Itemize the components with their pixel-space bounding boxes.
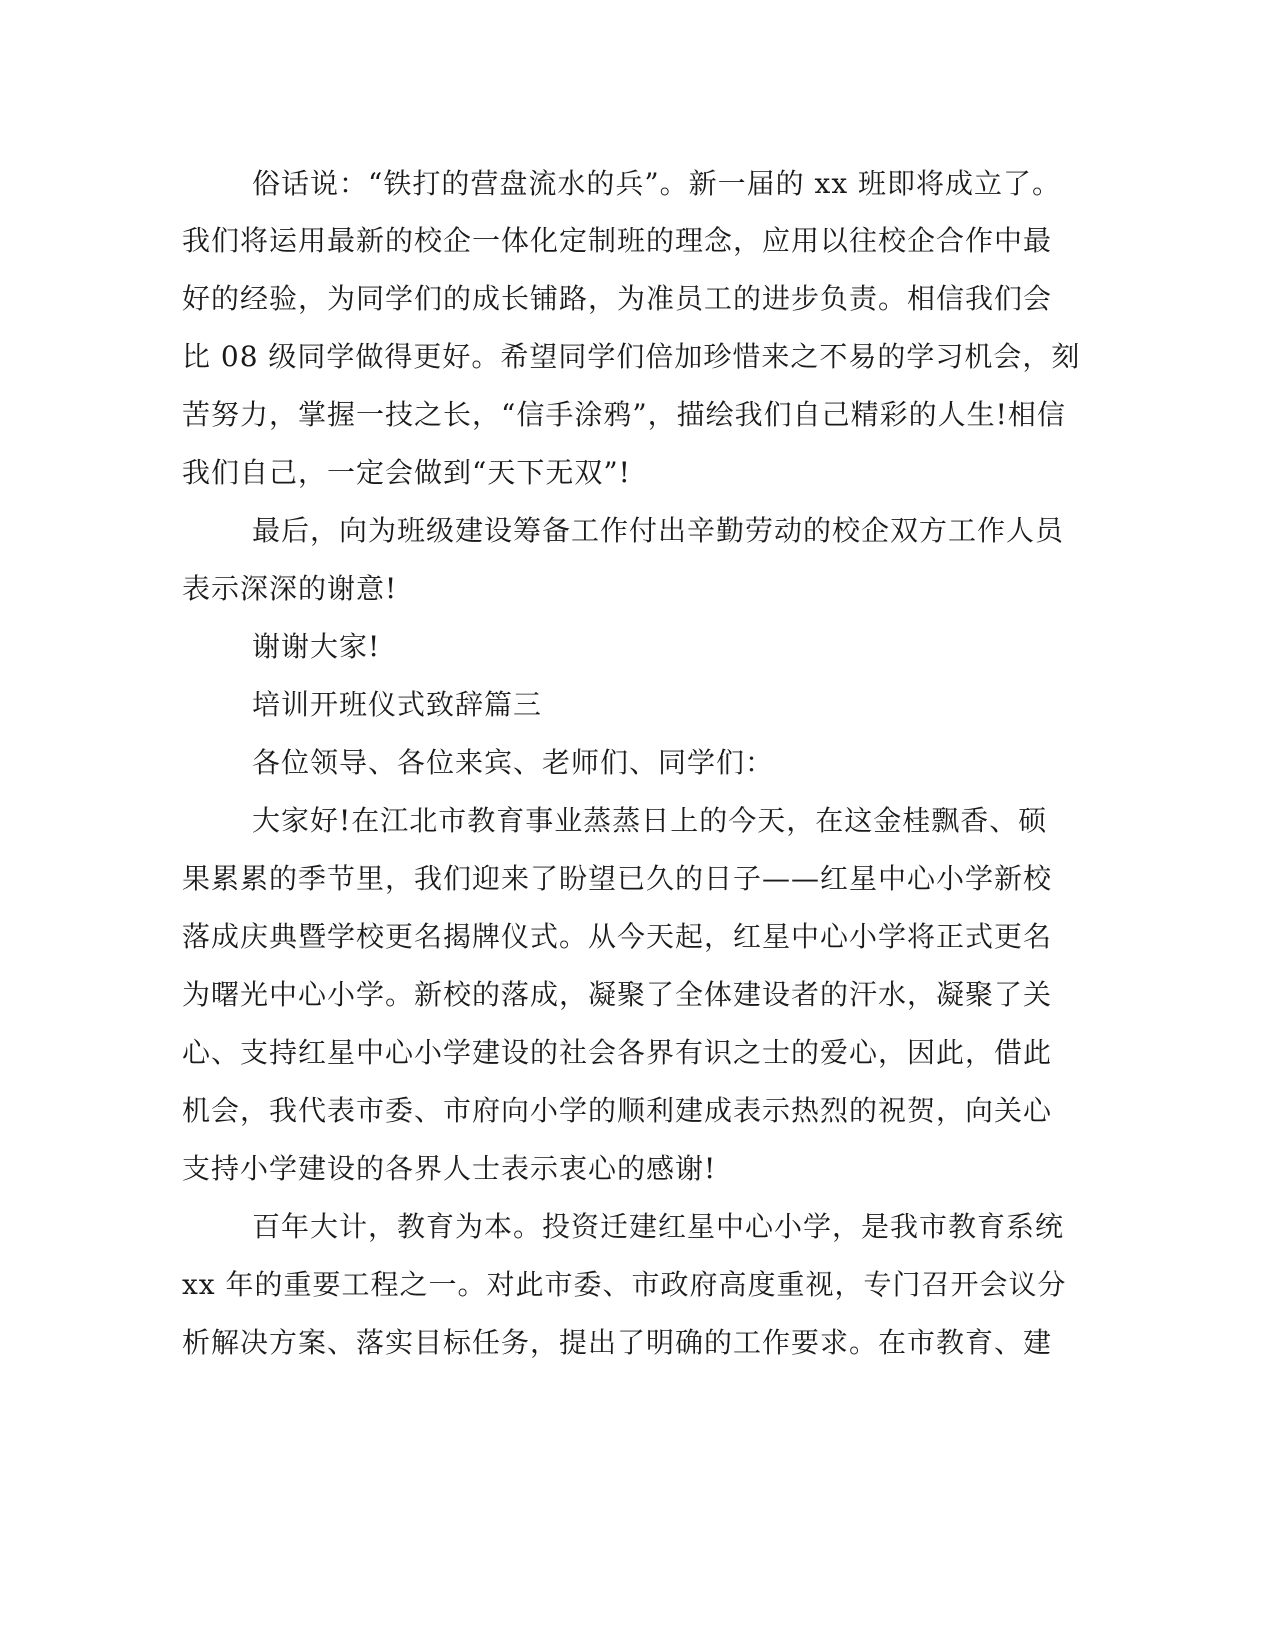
text-line-content: 我们自己，一定会做到“天下无双”! — [182, 456, 631, 489]
text-line — [0, 453, 1275, 493]
text-line-content: 培训开班仪式致辞篇三 — [252, 688, 543, 721]
text-line-content: xx 年的重要工程之一。对此市委、市政府高度重视，专门召开会议分 — [182, 1268, 1067, 1301]
text-line-content: 大家好!在江北市教育事业蒸蒸日上的今天，在这金桂飘香、硕 — [252, 804, 1048, 837]
text-line — [0, 1207, 1275, 1247]
text-line — [0, 279, 1275, 319]
text-line — [0, 511, 1275, 551]
text-line — [0, 1265, 1275, 1305]
text-line — [0, 164, 1275, 204]
text-line — [0, 743, 1275, 783]
text-line-content: 苦努力，掌握一技之长，“信手涂鸦”，描绘我们自己精彩的人生!相信 — [182, 398, 1066, 431]
text-line-content: 果累累的季节里，我们迎来了盼望已久的日子——红星中心小学新校 — [182, 862, 1053, 895]
text-line — [0, 337, 1275, 377]
text-line-content: 支持小学建设的各界人士表示衷心的感谢! — [182, 1152, 717, 1185]
text-line — [0, 859, 1275, 899]
text-line — [0, 1149, 1275, 1189]
text-line — [0, 1033, 1275, 1073]
text-line — [0, 1091, 1275, 1131]
text-line-content: 比 08 级同学做得更好。希望同学们倍加珍惜来之不易的学习机会，刻 — [182, 340, 1081, 373]
text-line-content: 百年大计，教育为本。投资迁建红星中心小学，是我市教育系统 — [252, 1210, 1065, 1243]
text-line-content: 谢谢大家! — [252, 630, 381, 663]
section-heading — [0, 685, 1275, 725]
text-line-content: 各位领导、各位来宾、老师们、同学们： — [252, 746, 775, 779]
text-line — [0, 569, 1275, 609]
text-line-content: 好的经验，为同学们的成长铺路，为准员工的进步负责。相信我们会 — [182, 282, 1053, 315]
text-line-content: 俗话说：“铁打的营盘流水的兵”。新一届的 xx 班即将成立了。 — [252, 167, 1062, 200]
text-line — [0, 1323, 1275, 1363]
text-line-content: 最后，向为班级建设筹备工作付出辛勤劳动的校企双方工作人员 — [252, 514, 1065, 547]
text-line-content: 心、支持红星中心小学建设的社会各界有识之士的爱心，因此，借此 — [182, 1036, 1053, 1069]
text-line — [0, 975, 1275, 1015]
text-line-content: 为曙光中心小学。新校的落成，凝聚了全体建设者的汗水，凝聚了关 — [182, 978, 1053, 1011]
text-line — [0, 917, 1275, 957]
text-line-content: 机会，我代表市委、市府向小学的顺利建成表示热烈的祝贺，向关心 — [182, 1094, 1053, 1127]
text-line — [0, 627, 1275, 667]
text-line-content: 落成庆典暨学校更名揭牌仪式。从今天起，红星中心小学将正式更名 — [182, 920, 1053, 953]
text-line — [0, 221, 1275, 261]
text-line-content: 表示深深的谢意! — [182, 572, 398, 605]
text-line — [0, 801, 1275, 841]
text-line-content: 析解决方案、落实目标任务，提出了明确的工作要求。在市教育、建 — [182, 1326, 1053, 1359]
text-line-content: 我们将运用最新的校企一体化定制班的理念，应用以往校企合作中最 — [182, 224, 1053, 257]
text-line — [0, 395, 1275, 435]
